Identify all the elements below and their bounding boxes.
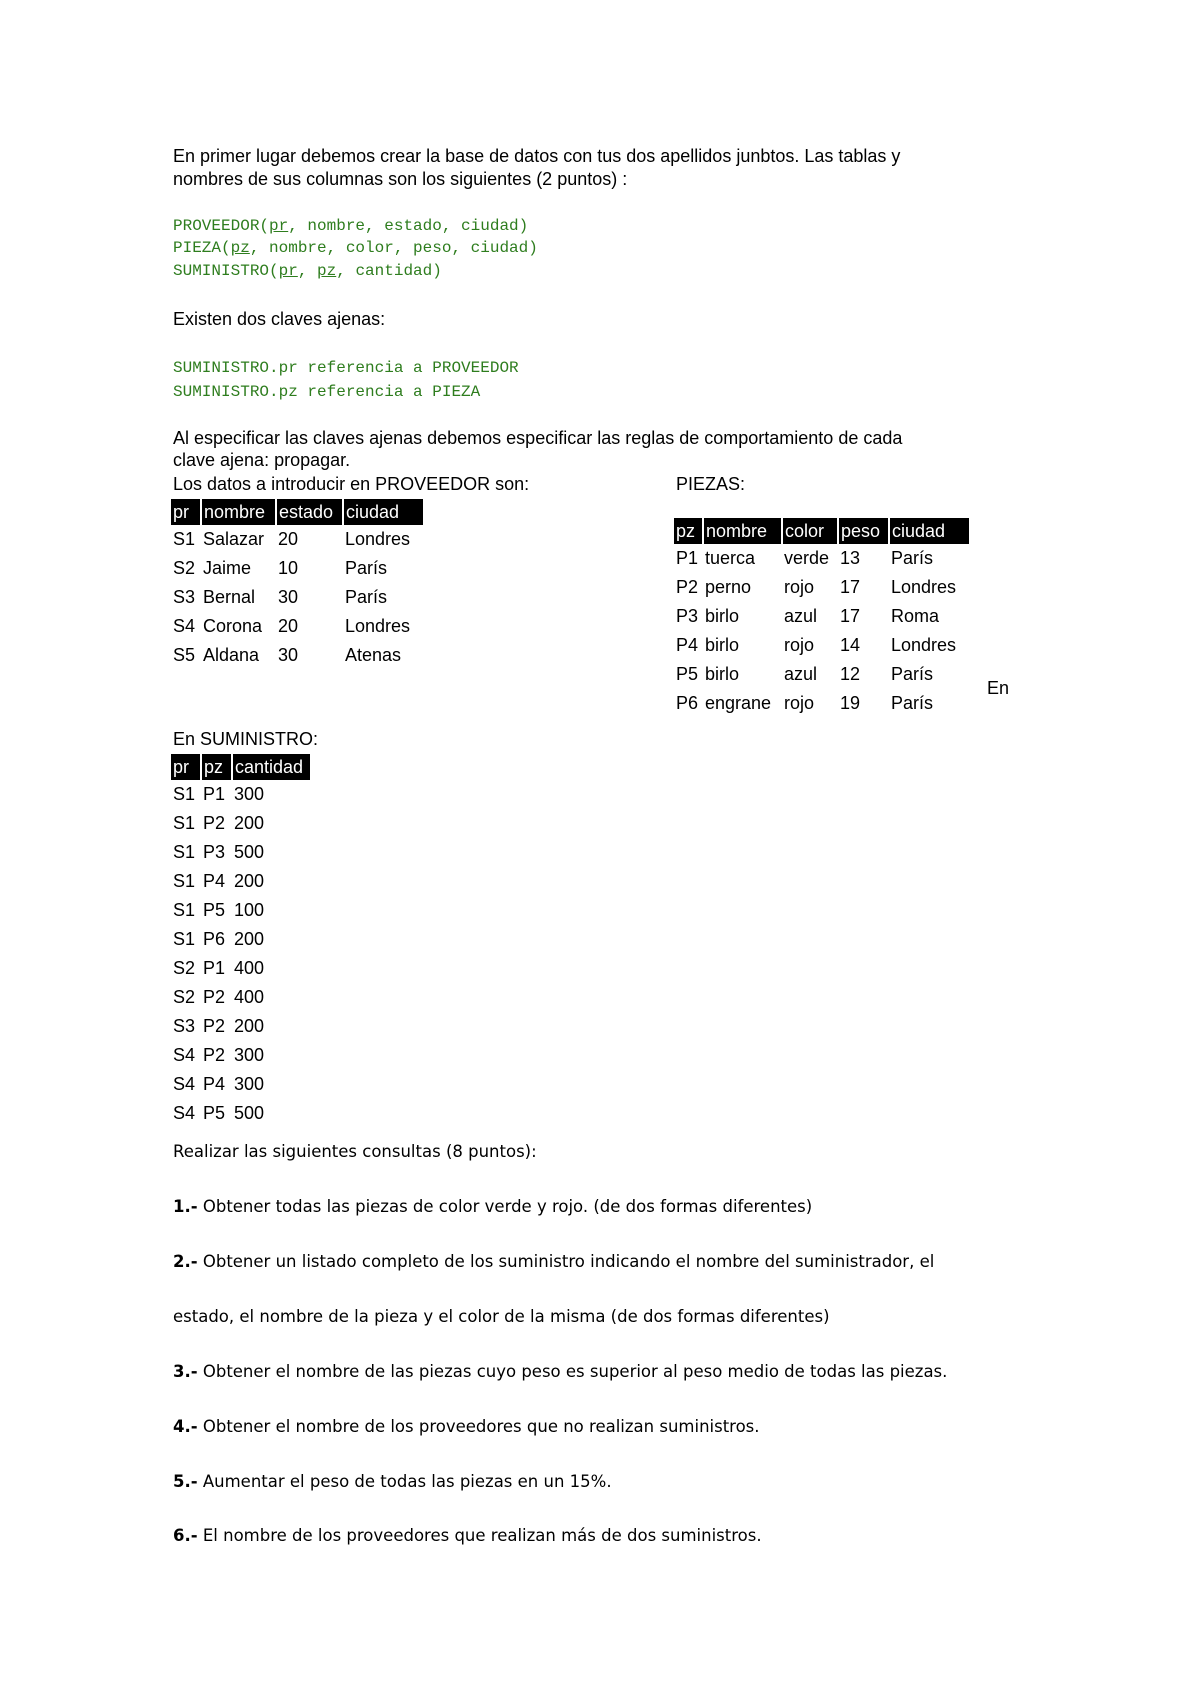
table-cell: 400 [234,987,265,1007]
table-cell: París [345,587,388,607]
table-cell: 30 [278,587,299,607]
table-cell: 300 [234,1045,265,1065]
query-text: Obtener el nombre de las piezas cuyo peso es superior al peso medio de todas las piezas. [197,1362,948,1381]
column-header: nombre [201,499,276,525]
table-row [674,660,969,689]
table-row [171,780,310,809]
query-number: 4.- [173,1417,198,1436]
table-cell: S5 [173,645,196,665]
table-cell: Aldana [203,645,260,665]
table-cell: S3 [173,587,196,607]
query-1 [173,1196,812,1218]
table-cell: 30 [278,645,299,665]
schema-pieza [173,237,538,259]
table-cell: tuerca [705,548,756,568]
table-cell: engrane [705,693,772,713]
schema-suministro-rest: , cantidad) [336,262,442,280]
schema-proveedor-key: pr [269,217,289,235]
table-cell: P2 [203,1016,226,1036]
query-number: 6.- [173,1526,198,1545]
table-cell: S2 [173,958,196,978]
rules-line-2: clave ajena: propagar. [173,450,351,470]
table-cell: 300 [234,784,265,804]
table-cell: 17 [840,606,861,626]
fk-line-2: SUMINISTRO.pz referencia a PIEZA [173,383,481,401]
table-cell: P1 [676,548,699,568]
proveedor-caption: Los datos a introducir en PROVEEDOR son: [173,474,530,494]
table-cell: 400 [234,958,265,978]
column-header: ciudad [343,499,423,525]
table-cell: Salazar [203,529,265,549]
table-row [171,612,423,641]
table-cell: P5 [203,1103,226,1123]
table-cell: 200 [234,871,265,891]
schema-suministro-key2: pz [317,262,337,280]
table-cell: P5 [676,664,699,684]
table-cell: P2 [676,577,699,597]
table-cell: S1 [173,784,196,804]
schema-suministro [173,260,442,282]
table-row [171,641,423,670]
table-row [171,1012,310,1041]
intro-line-1: En primer lugar debemos crear la base de datos con tus dos apellidos junbtos. Las tablas y [173,146,901,166]
column-header: color [782,518,838,544]
table-cell: 14 [840,635,861,655]
intro-line-2: nombres de sus columnas son los siguientes (2 puntos) : [173,169,628,189]
table-cell: 12 [840,664,861,684]
table-cell: S4 [173,616,196,636]
table-row [171,954,310,983]
queries-heading: Realizar las siguientes consultas (8 puntos): [173,1142,537,1161]
table-cell: rojo [784,577,815,597]
table-row [171,925,310,954]
table-cell: P4 [203,1074,226,1094]
table-cell: P3 [203,842,226,862]
table-row [674,602,969,631]
table-row [171,525,423,554]
proveedor-table [171,499,423,670]
query-number: 5.- [173,1472,198,1491]
table-cell: 200 [234,929,265,949]
table-cell: Bernal [203,587,256,607]
table-cell: S4 [173,1103,196,1123]
table-cell: P2 [203,1045,226,1065]
query-4 [173,1416,760,1438]
suministro-caption: En SUMINISTRO: [173,729,319,749]
schema-suministro-name: SUMINISTRO( [173,262,279,280]
stray-text: En [987,678,1010,698]
table-cell: 300 [234,1074,265,1094]
column-header: pz [674,518,703,544]
table-cell: P6 [676,693,699,713]
schema-pieza-rest: , nombre, color, peso, ciudad) [249,239,538,257]
table-cell: perno [705,577,752,597]
table-row [171,983,310,1012]
table-cell: verde [784,548,830,568]
table-cell: Londres [891,635,957,655]
table-cell: 20 [278,616,299,636]
table-cell: birlo [705,606,740,626]
table-cell: 17 [840,577,861,597]
query-text: Obtener un listado completo de los suministro indicando el nombre del suministrador, el [197,1252,935,1271]
schema-pieza-key: pz [230,239,250,257]
query-5 [173,1471,612,1493]
table-cell: 19 [840,693,861,713]
table-row [674,544,969,573]
table-row [171,583,423,612]
query-text: Obtener todas las piezas de color verde y rojo. (de dos formas diferentes) [197,1197,813,1216]
table-cell: 20 [278,529,299,549]
rules-line-1: Al especificar las claves ajenas debemos especificar las reglas de comportamiento de cada [173,428,903,448]
table-cell: Corona [203,616,263,636]
table-cell: S2 [173,558,196,578]
schema-suministro-sep: , [297,262,318,280]
table-cell: 13 [840,548,861,568]
query-3 [173,1361,947,1383]
suministro-table [171,754,310,1128]
query-number: 1.- [173,1197,198,1216]
table-cell: P4 [203,871,226,891]
query-text: El nombre de los proveedores que realizan más de dos suministros. [197,1526,762,1545]
table-cell: Londres [891,577,957,597]
table-cell: P2 [203,987,226,1007]
column-header: ciudad [889,518,969,544]
piezas-header-row [674,518,969,544]
column-header: estado [276,499,343,525]
table-row [171,896,310,925]
table-cell: Jaime [203,558,252,578]
column-header: peso [838,518,889,544]
table-row [171,838,310,867]
table-row [674,573,969,602]
table-cell: S1 [173,900,196,920]
table-cell: S1 [173,871,196,891]
table-cell: P3 [676,606,699,626]
table-cell: azul [784,606,818,626]
query-number: 3.- [173,1362,198,1381]
query-2-continued [173,1306,830,1328]
column-header: nombre [703,518,782,544]
suministro-header-row [171,754,310,780]
table-cell: S1 [173,842,196,862]
schema-pieza-name: PIEZA( [173,239,231,257]
table-cell: P4 [676,635,699,655]
schema-proveedor-name: PROVEEDOR( [173,217,270,235]
proveedor-header-row [171,499,423,525]
table-row [171,1070,310,1099]
query-text: Obtener el nombre de los proveedores que no realizan suministros. [197,1417,760,1436]
schema-proveedor-rest: , nombre, estado, ciudad) [288,217,529,235]
table-cell: Londres [345,529,411,549]
query-text: estado, el nombre de la pieza y el color de la misma (de dos formas diferentes) [173,1307,830,1326]
table-cell: azul [784,664,818,684]
table-cell: 500 [234,842,265,862]
table-cell: París [891,664,934,684]
table-row [171,1041,310,1070]
piezas-table [674,518,969,718]
table-cell: Atenas [345,645,402,665]
table-row [171,867,310,896]
table-cell: S3 [173,1016,196,1036]
query-number: 2.- [173,1252,198,1271]
fk-heading: Existen dos claves ajenas: [173,309,386,329]
table-row [171,554,423,583]
column-header: pr [171,754,201,780]
table-cell: P1 [203,958,226,978]
table-cell: S4 [173,1045,196,1065]
table-cell: S1 [173,929,196,949]
table-cell: Londres [345,616,411,636]
table-cell: París [891,548,934,568]
table-cell: P1 [203,784,226,804]
table-cell: Roma [891,606,940,626]
query-text: Aumentar el peso de todas las piezas en un 15%. [197,1472,612,1491]
fk-line-1: SUMINISTRO.pr referencia a PROVEEDOR [173,359,519,377]
table-cell: rojo [784,635,815,655]
schema-suministro-key1: pr [278,262,298,280]
table-cell: birlo [705,664,740,684]
column-header: pz [201,754,232,780]
column-header: cantidad [232,754,310,780]
table-cell: 100 [234,900,265,920]
query-6 [173,1525,762,1547]
table-cell: 200 [234,813,265,833]
table-row [674,631,969,660]
table-row [171,1099,310,1128]
query-2 [173,1251,934,1273]
table-cell: 500 [234,1103,265,1123]
table-cell: 10 [278,558,299,578]
table-cell: S1 [173,529,196,549]
table-cell: P6 [203,929,226,949]
table-cell: P2 [203,813,226,833]
table-cell: S4 [173,1074,196,1094]
piezas-caption: PIEZAS: [676,474,746,494]
table-cell: rojo [784,693,815,713]
table-cell: birlo [705,635,740,655]
table-cell: París [891,693,934,713]
table-row [674,689,969,718]
column-header: pr [171,499,201,525]
table-row [171,809,310,838]
table-cell: 200 [234,1016,265,1036]
table-cell: París [345,558,388,578]
schema-proveedor [173,215,528,237]
table-cell: P5 [203,900,226,920]
table-cell: S1 [173,813,196,833]
table-cell: S2 [173,987,196,1007]
